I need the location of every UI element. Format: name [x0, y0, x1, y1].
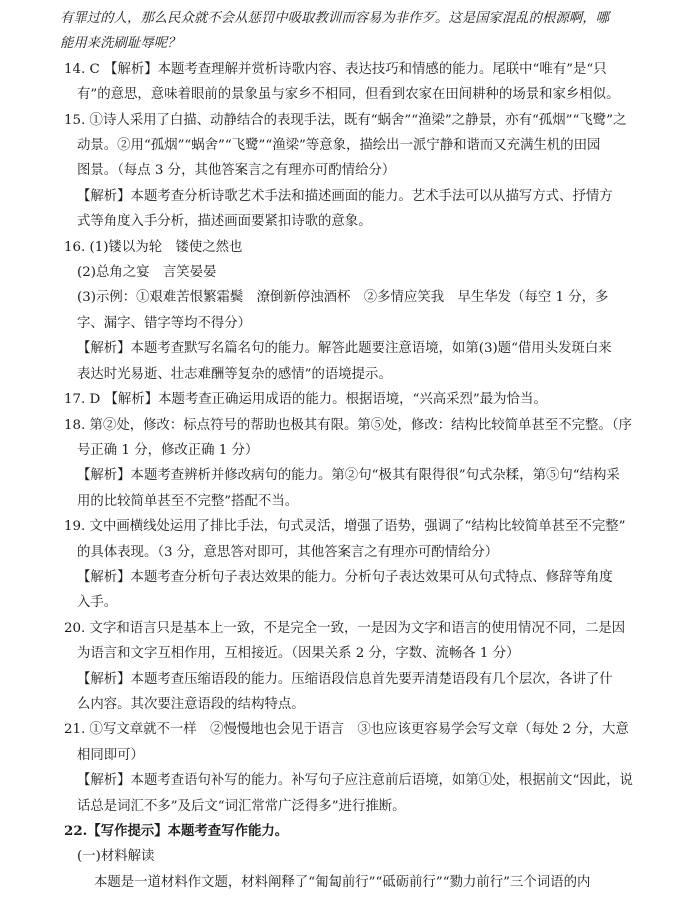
- text-line: 17. D 【解析】本题考查正确运用成语的能力。根据语境，“兴高采烈”最为恰当。: [64, 392, 547, 408]
- text-line: 【解析】本题考查辨析并修改病句的能力。第②句“极其有限得很”句式杂糅，第⑤句“结构采: [77, 468, 620, 484]
- text-line: 表达时光易逝、壮志难酬等复杂的感情”的语境提示。: [77, 366, 392, 382]
- text-line: 15. ①诗人采用了白描、动静结合的表现手法，既有“蜗舍”“渔梁”之静景，亦有“孤烟”“飞鹭”之: [64, 112, 627, 128]
- text-line: (一)材料解读: [77, 849, 155, 865]
- text-line: (2)总角之宴 言笑晏晏: [77, 265, 217, 281]
- answer-text: [60, 6, 652, 895]
- text-line: 式等角度入手分析，描述画面要紧扣诗歌的意象。: [77, 214, 372, 230]
- text-line: 【解析】本题考查分析诗歌艺术手法和描述画面的能力。艺术手法可以从描写方式、抒情方: [77, 188, 613, 204]
- text-line: 【解析】本题考查分析句子表达效果的能力。分析句子表达效果可从句式特点、修辞等角度: [77, 569, 613, 585]
- text-line: 21. ①写文章就不一样 ②慢慢地也会见于语言 ③也应该更容易学会写文章（每处 2 分，大意: [64, 722, 629, 738]
- text-line: 号正确 1 分，修改正确 1 分）: [77, 442, 259, 458]
- text-line: 19. 文中画横线处运用了排比手法，句式灵活，增强了语势，强调了“结构比较简单甚至不完整”: [64, 519, 626, 535]
- text-line: 话总是词汇不多”及后文“词汇常常广泛得多”进行推断。: [77, 798, 406, 814]
- text-line: 20. 文字和语言只是基本上一致，不是完全一致，一是因为文字和语言的使用情况不同，二是因: [64, 620, 626, 636]
- text-line: 18. 第②处，修改：标点符号的帮助也极其有限。第⑤处，修改：结构比较简单甚至不完整。（序: [64, 417, 632, 433]
- text-line: 【解析】本题考查语句补写的能力。补写句子应注意前后语境，如第①处，根据前文“因此，说: [77, 773, 633, 789]
- text-line: 能用来洗刷耻辱呢？: [60, 36, 181, 52]
- text-line: 本题是一道材料作文题，材料阐释了“匍匐前行”“砥砺前行”“勠力前行”三个词语的内: [94, 874, 591, 890]
- text-line: 有”的意思，意味着眼前的景象虽与家乡不相同，但看到农家在田间耕种的场景和家乡相似。: [77, 87, 620, 103]
- text-line: 有罪过的人，那么民众就不会从惩罚中吸取教训而容易为非作歹。这是国家混乱的根源啊，哪: [60, 11, 610, 26]
- text-line: 14. C 【解析】本题考查理解并赏析诗歌内容、表达技巧和情感的能力。尾联中“唯有”是“只: [64, 61, 607, 77]
- text-line: 图景。（每点 3 分，其他答案言之有理亦可酌情给分）: [77, 163, 396, 179]
- text-line: 用的比较简单甚至不完整”搭配不当。: [77, 493, 299, 509]
- text-line: 的具体表现。（3 分，意思答对即可，其他答案言之有理亦可酌情给分）: [77, 544, 499, 560]
- text-line: 动景。②用“孤烟”“蜗舍”“飞鹭”“渔梁”等意象，描绘出一派宁静和谐而又充满生机的田园: [77, 138, 601, 154]
- text-line: 16. (1)镂以为轮 镂使之然也: [64, 239, 243, 255]
- text-line: 字、漏字、错字等均不得分）: [77, 315, 252, 331]
- text-line: 【解析】本题考查默写名篇名句的能力。解答此题要注意语境，如第(3)题“借用头发斑白来: [77, 341, 612, 357]
- text-line: 入手。: [77, 595, 118, 611]
- text-line: (3)示例：①艰难苦恨繁霜鬓 潦倒新停浊酒杯 ②多情应笑我 早生华发（每空 1 分，多: [77, 290, 609, 306]
- text-line: 相同即可）: [77, 747, 144, 763]
- text-line: 22.【写作提示】本题考查写作能力。: [64, 823, 289, 839]
- text-line: 为语言和文字互相作用，互相接近。（因果关系 2 分，字数、流畅各 1 分）: [77, 646, 520, 662]
- text-line: 【解析】本题考查压缩语段的能力。压缩语段信息首先要弄清楚语段有几个层次，各讲了什: [77, 671, 613, 687]
- text-line: 么内容。其次要注意语段的结构特点。: [77, 696, 305, 712]
